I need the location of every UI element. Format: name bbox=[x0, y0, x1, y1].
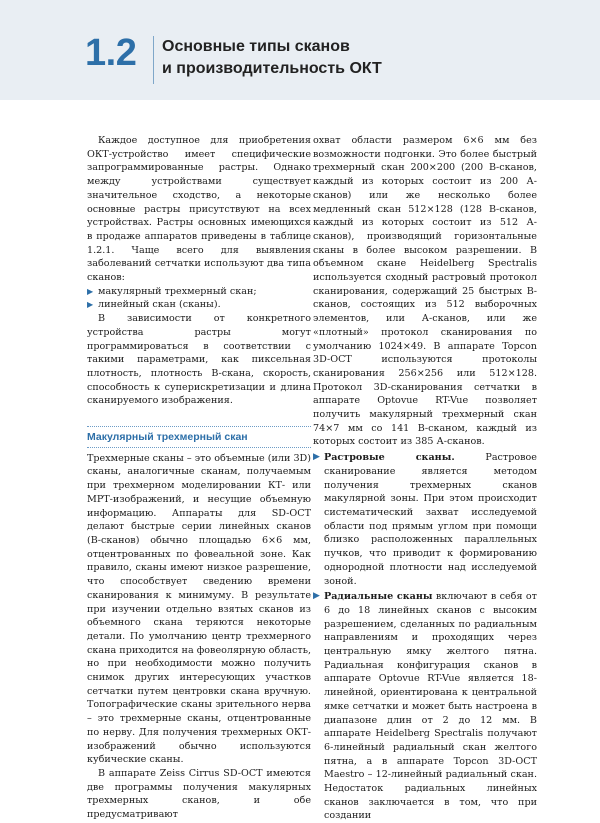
radial-scans-item bbox=[313, 590, 537, 823]
left-column bbox=[87, 134, 311, 822]
radial-scans-term: Радиальные сканы bbox=[324, 591, 433, 603]
raster-scans-text: Растровое сканирование является методом получения трехмерных сканов макулярной зоны. При этом происходит систематический захват исследуемой области под прямым углом при помощи близко расположенных параллельных пучков, что приводит к формированию однородной плотности над исследуемой зоной. bbox=[324, 452, 537, 587]
zeiss-paragraph: В аппарате Zeiss Cirrus SD-OCT имеются две программы получения макулярных трехмерных сканов, и обе предусматривают bbox=[87, 767, 311, 821]
section-heading: Макулярный трехмерный скан bbox=[87, 426, 311, 448]
list-item-text: макулярный трехмерный скан; bbox=[98, 285, 257, 297]
raster-scans-item bbox=[313, 451, 537, 588]
scan-protocols-paragraph: охват области размером 6×6 мм без возможности подгонки. Это более быстрый трехмерный скан 200×200 (200 В-сканов, каждый из которых состоит из 200 А-сканов) или же несколько более медленный скан 512×128 (128 В-сканов, каждый из которых состоит из 512 А-сканов), производящий горизонтальные сканы в более высоком разрешении. В объемном скане Heidelberg Spectralis используется сходный растровый протокол сканирования, содержащий 25 быстрых В-сканов, состоящих из 512 выборочных элементов, или А-сканов, или же «плотный» протокол сканирования по умолчанию 1024×49. В аппарате Topcon 3D-OCT используются протоколы сканирования 256×256 или 512×128. Протокол 3D-сканирования сетчатки в аппарате Optovue RT-Vue позволяет получить макулярный трехмерный скан 74×7 мм со 141 В-сканом, каждый из которых состоит из 385 А-сканов. bbox=[313, 135, 537, 448]
chapter-title bbox=[162, 36, 422, 80]
radial-scans-text: включают в себя от 6 до 18 линейных сканов с высоким разрешением, сделанных по радиальным направлениям и проходящих через центральную ямку желтого пятна. Радиальная конфигурация сканов в аппарате Optovue RT-Vue является 18-линейной, ориентирована к центральной ямке сетчатки и может быть настроена в диапазоне длин от 2 до 12 мм. В аппарате Heidelberg Spectralis получают 6-линейный радиальный скан желтого пятна, а в аппарате Topcon 3D-OCT Maestro – 12-линейный радиальный скан. Недостаток радиальных линейных сканов заключается в том, что при создании bbox=[324, 591, 537, 822]
volume-scan-paragraph: Трехмерные сканы – это объемные (или 3D) сканы, аналогичные сканам, получаемым при трехмерном моделировании КТ- или МРТ-изображений, и несущие объемную информацию. Аппараты для SD-OCT делают быстрые серии линейных сканов (В-сканов) обычно площадью 6×6 мм, отцентрованных по фовеальной зоне. Как правило, сканы имеют низкое разрешение, что способствует сведению времени сканирования к минимуму. В результате при изучении отдельно взятых сканов из объемного скана теряются некоторые детали. По умолчанию центр трехмерного скана приходится на фовеолярную область, но при необходимости можно получить снимок других интересующих участков сетчатки путем центровки скана вручную. Топографические сканы зрительного нерва – это трехмерные сканы, отцентрованные по нерву. Для получения трехмерных ОКТ-изображений обычно используются кубические сканы. bbox=[87, 452, 311, 766]
triangle-right-icon: ▶ bbox=[313, 591, 320, 602]
triangle-right-icon: ▶ bbox=[87, 286, 94, 296]
header-divider bbox=[153, 36, 154, 84]
scan-types-list bbox=[87, 285, 311, 312]
raster-scans-term: Растровые сканы. bbox=[324, 452, 455, 464]
list-item bbox=[87, 285, 311, 299]
triangle-right-icon: ▶ bbox=[313, 452, 320, 463]
right-column bbox=[313, 134, 537, 823]
chapter-title-line-2: и производительность ОКТ bbox=[162, 60, 382, 77]
intro-paragraph: Каждое доступное для приобретения ОКТ-устройство имеет специфические запрограммированные растры. Однако между устройствами существует значительное сходство, а некоторые основные растры присутствуют на всех устройствах. Растры основных имеющихся в продаже аппаратов приведены в таблице 1.2.1. Чаще всего для выявления заболеваний сетчатки используют два типа сканов: bbox=[87, 135, 311, 284]
triangle-right-icon: ▶ bbox=[87, 300, 94, 310]
chapter-header bbox=[0, 0, 600, 100]
raster-params-paragraph: В зависимости от конкретного устройства растры могут программироваться в соответствии с такими параметрами, как пиксельная плотность, плотность В-скана, скорость, способность к суперискретизации и длина сканируемого изображения. bbox=[87, 313, 311, 407]
list-item bbox=[87, 298, 311, 312]
chapter-title-line-1: Основные типы сканов bbox=[162, 38, 350, 55]
chapter-number: 1.2 bbox=[85, 32, 137, 74]
list-item-text: линейный скан (сканы). bbox=[98, 299, 221, 311]
